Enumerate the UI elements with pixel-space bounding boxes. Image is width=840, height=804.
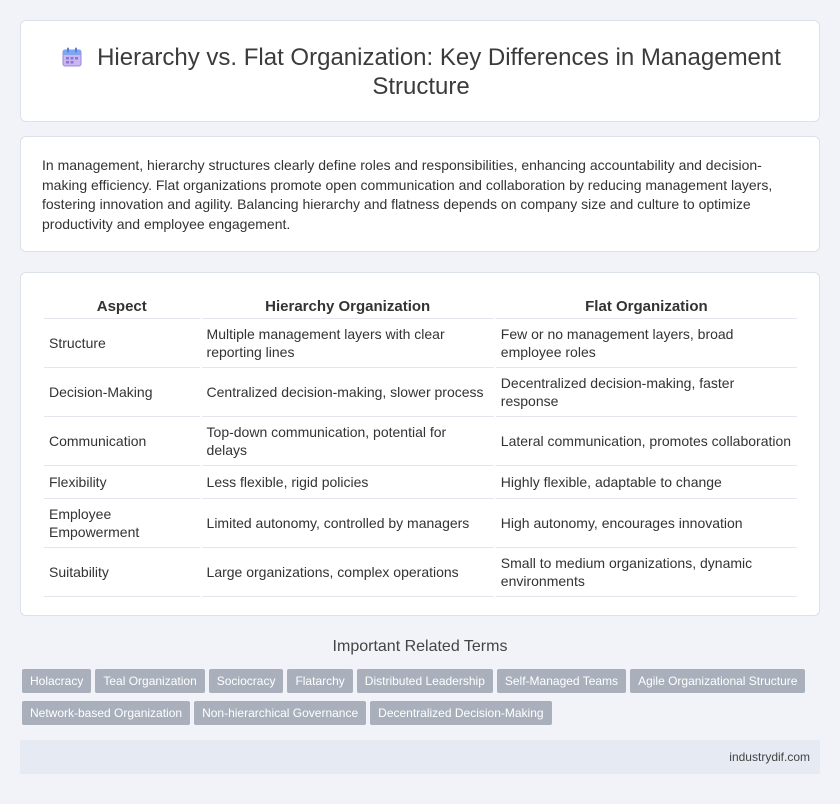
table-row — [44, 499, 797, 548]
tag-holacracy[interactable]: Holacracy — [22, 669, 91, 693]
hierarchy-cell: Large organizations, complex operations — [202, 548, 494, 597]
tag-sociocracy[interactable]: Sociocracy — [209, 669, 284, 693]
hierarchy-cell: Less flexible, rigid policies — [202, 466, 494, 499]
hierarchy-cell: Multiple management layers with clear reporting lines — [202, 319, 494, 368]
tag-self-managed-teams[interactable]: Self-Managed Teams — [497, 669, 626, 693]
page-title-row — [21, 43, 821, 101]
table-row — [44, 466, 797, 499]
table-row — [44, 548, 797, 597]
aspect-cell: Flexibility — [44, 466, 200, 499]
calendar-icon — [61, 46, 83, 68]
header-hierarchy: Hierarchy Organization — [202, 295, 494, 319]
footer — [20, 740, 820, 774]
tag-decentralized-decision-making[interactable]: Decentralized Decision-Making — [370, 701, 551, 725]
table-row — [44, 417, 797, 466]
tag-non-hierarchical-governance[interactable]: Non-hierarchical Governance — [194, 701, 366, 725]
flat-cell: High autonomy, encourages innovation — [496, 499, 797, 548]
tag-teal-organization[interactable]: Teal Organization — [95, 669, 204, 693]
tag-agile-organizational-structure[interactable]: Agile Organizational Structure — [630, 669, 805, 693]
aspect-cell: Suitability — [44, 548, 200, 597]
comparison-table — [42, 295, 799, 597]
header-aspect: Aspect — [44, 295, 200, 319]
flat-cell: Highly flexible, adaptable to change — [496, 466, 797, 499]
tag-network-based-organization[interactable]: Network-based Organization — [22, 701, 190, 725]
tag-distributed-leadership[interactable]: Distributed Leadership — [357, 669, 493, 693]
hierarchy-cell: Centralized decision-making, slower process — [202, 368, 494, 417]
page-title: Hierarchy vs. Flat Organization: Key Differences in Management Structure — [97, 44, 781, 100]
flat-cell: Lateral communication, promotes collaboration — [496, 417, 797, 466]
header-card — [20, 20, 820, 122]
flat-cell: Small to medium organizations, dynamic environments — [496, 548, 797, 597]
tag-flatarchy[interactable]: Flatarchy — [287, 669, 352, 693]
header-flat: Flat Organization — [496, 295, 797, 319]
aspect-cell: Structure — [44, 319, 200, 368]
aspect-cell: Decision-Making — [44, 368, 200, 417]
related-terms-title: Important Related Terms — [332, 638, 508, 655]
hierarchy-cell: Top-down communication, potential for delays — [202, 417, 494, 466]
flat-cell: Few or no management layers, broad employee roles — [496, 319, 797, 368]
table-row — [44, 319, 797, 368]
related-terms-list — [22, 669, 822, 733]
aspect-cell: Employee Empowerment — [44, 499, 200, 548]
aspect-cell: Communication — [44, 417, 200, 466]
table-row — [44, 368, 797, 417]
hierarchy-cell: Limited autonomy, controlled by managers — [202, 499, 494, 548]
intro-card — [20, 136, 820, 252]
flat-cell: Decentralized decision-making, faster response — [496, 368, 797, 417]
comparison-table-card — [20, 272, 820, 616]
intro-paragraph: In management, hierarchy structures clearly define roles and responsibilities, enhancing accountability and decision-making efficiency. Flat organizations promote open communication and collaboration by reducing management layers, fostering innovation and agility. Balancing hierarchy and flatness depends on company size and culture to optimize productivity and employee engagement. — [42, 157, 773, 232]
footer-site-link[interactable]: industrydif.com — [729, 750, 810, 764]
table-header-row — [44, 295, 797, 319]
